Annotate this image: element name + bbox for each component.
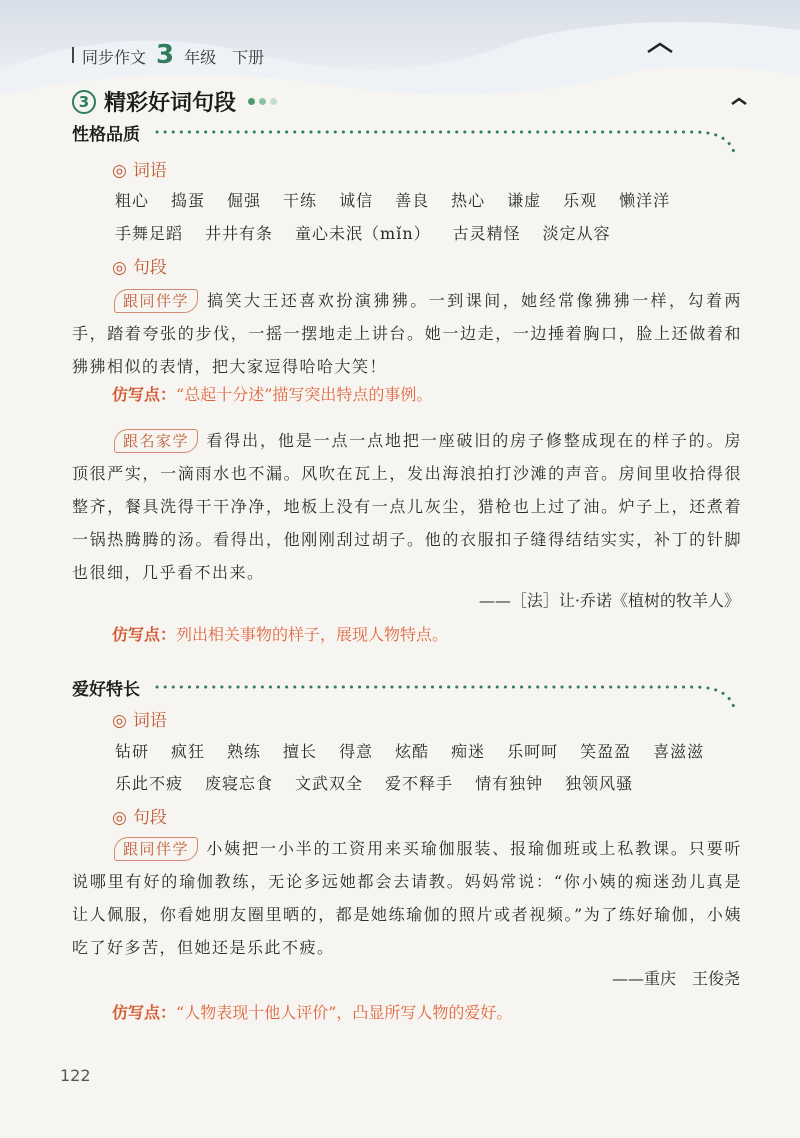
example-tag: 跟同伴学: [114, 837, 198, 861]
dotted-divider: [155, 677, 745, 717]
header-grade: 年级: [184, 48, 217, 67]
word: 情有独钟: [475, 774, 544, 793]
header-term: 下册: [232, 48, 265, 67]
word: 诚信: [339, 191, 374, 210]
word: 笑盈盈: [580, 742, 632, 761]
example-text: 搞笑大王还喜欢扮演狒狒。一到课间，她经常像狒狒一样，勾着两手，踏着夸张的步伐，一摇一摆地走上讲台。她一边走，一边捶着胸口，脸上还做着和狒狒相似的表情，把大家逗得哈哈大笑！: [72, 291, 742, 376]
word: 淡定从容: [542, 224, 611, 243]
dot-icon: [248, 98, 255, 105]
title-dots: [248, 98, 277, 105]
word: 钻研: [115, 742, 150, 761]
word: 童心未泯（mǐn）: [295, 224, 431, 243]
quote-source: ——［法］让·乔诺《植树的牧羊人》: [478, 591, 740, 610]
tip-label: 仿写点：: [112, 385, 177, 404]
tip-label: 仿写点：: [112, 1003, 177, 1022]
word: 捣蛋: [171, 191, 206, 210]
word: 熟练: [227, 742, 262, 761]
writing-tip: [112, 622, 448, 645]
word: 粗心: [115, 191, 150, 210]
word: 懒洋洋: [619, 191, 671, 210]
writing-tip: [112, 382, 432, 405]
quote-source: ——重庆 王俊尧: [611, 969, 740, 988]
example-text: 看得出，他是一点一点地把一座破旧的房子修整成现在的样子的。房顶很严实，一滴雨水也不漏。风吹在瓦上，发出海浪拍打沙滩的声音。房间里收拾得很整齐，餐具洗得干干净净，地板上没有一点儿灰尘，猎枪也上过了油。炉子上，还煮着一锅热腾腾的汤。看得出，他刚刚刮过胡子。他的衣服扣子缝得结结实实，补丁的针脚也很细，几乎看不出来。: [72, 431, 742, 582]
word-list: [115, 221, 633, 244]
writing-tip: [112, 1000, 512, 1023]
category-heading: 爱好特长: [72, 680, 140, 700]
example-paragraph: [72, 424, 742, 589]
header-bar: [72, 47, 74, 63]
section-title-text: 精彩好词句段: [104, 90, 237, 116]
word: 废寝忘食: [205, 774, 274, 793]
header-grade-number: 3: [156, 40, 175, 70]
word: 擅长: [283, 742, 318, 761]
dot-icon: [270, 98, 277, 105]
word: 乐此不疲: [115, 774, 184, 793]
header-prefix: 同步作文: [82, 48, 147, 67]
word: 善良: [395, 191, 430, 210]
tip-text: “人物表现十他人评价”，凸显所写人物的爱好。: [176, 1003, 513, 1022]
dotted-divider: [155, 122, 745, 162]
word: 井井有条: [205, 224, 274, 243]
page-number: 122: [60, 1066, 91, 1085]
words-subheading: ◎ 词语: [112, 161, 167, 181]
words-subheading: ◎ 词语: [112, 711, 167, 731]
word: 文武双全: [295, 774, 364, 793]
word: 乐观: [563, 191, 598, 210]
book-header: [72, 40, 264, 70]
dot-icon: [259, 98, 266, 105]
word-list: [115, 188, 692, 211]
example-tag: 跟名家学: [114, 429, 198, 453]
word: 热心: [451, 191, 486, 210]
category-heading: 性格品质: [72, 125, 140, 145]
tip-text: “总起十分述”描写突出特点的事例。: [176, 385, 433, 404]
example-paragraph: [72, 832, 742, 964]
word: 喜滋滋: [653, 742, 705, 761]
word: 干练: [283, 191, 318, 210]
word: 独领风骚: [565, 774, 634, 793]
example-tag: 跟同伴学: [114, 289, 198, 313]
paragraph-subheading: ◎ 句段: [112, 258, 167, 278]
tip-label: 仿写点：: [112, 625, 177, 644]
tip-text: 列出相关事物的样子，展现人物特点。: [176, 625, 449, 644]
word: 古灵精怪: [452, 224, 521, 243]
word: 炫酷: [395, 742, 430, 761]
word: 乐呵呵: [507, 742, 559, 761]
word: 得意: [339, 742, 374, 761]
word-list: [115, 771, 655, 794]
example-paragraph: [72, 284, 742, 383]
word: 手舞足蹈: [115, 224, 184, 243]
section-number: 3: [72, 90, 96, 114]
example-text: 小姨把一小半的工资用来买瑜伽服装、报瑜伽班或上私教课。只要听说哪里有好的瑜伽教练，无论多远她都会去请教。妈妈常说：“你小姨的痴迷劲儿真是让人佩服，你看她朋友圈里晒的，都是她练瑜伽的照片或者视频。”为了练好瑜伽，小姨吃了好多苦，但她还是乐此不疲。: [72, 839, 742, 957]
word: 谦虚: [507, 191, 542, 210]
word: 痴迷: [451, 742, 486, 761]
word: 爱不释手: [385, 774, 454, 793]
paragraph-subheading: ◎ 句段: [112, 808, 167, 828]
section-title: [72, 86, 277, 117]
word-list: [115, 739, 726, 762]
word: 疯狂: [171, 742, 206, 761]
word: 倔强: [227, 191, 262, 210]
